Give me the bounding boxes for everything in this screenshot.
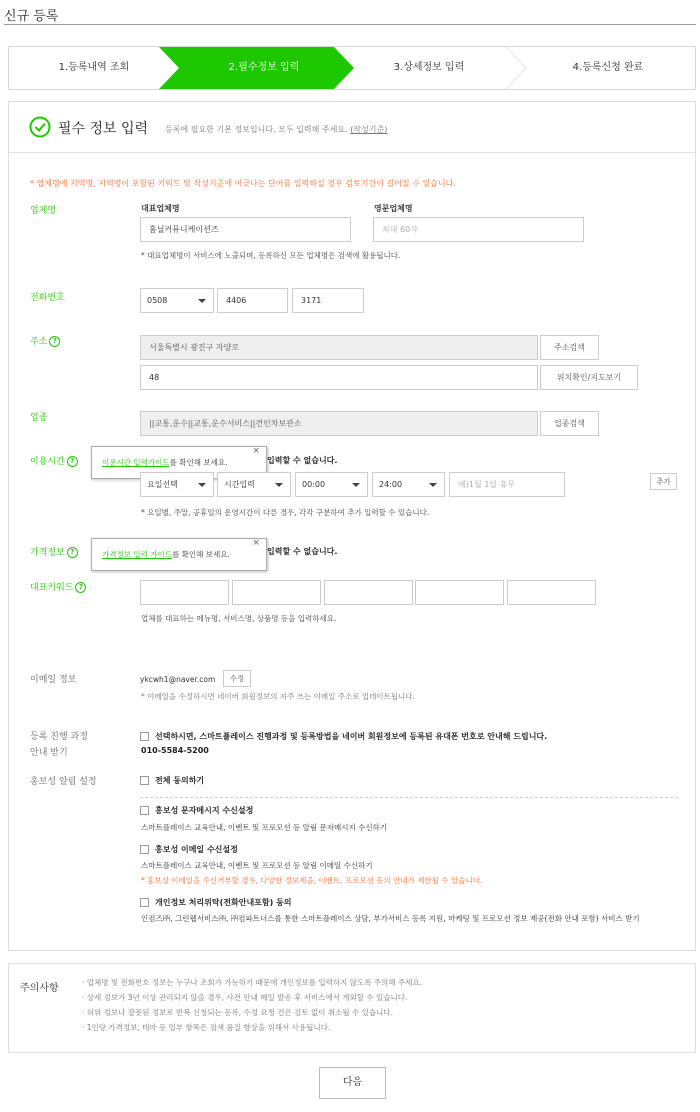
hours-info-text: 입력할 수 없습니다. <box>267 456 338 465</box>
caution-list <box>82 977 672 1037</box>
business-name-note: * 대표업체명이 서비스에 노출되며, 등록하신 모든 업체명은 검색에 활용됩니다. <box>141 251 401 260</box>
business-name-label: 업체명 <box>30 206 57 216</box>
help-icon[interactable]: ? <box>67 456 78 467</box>
address-road-input: 서울특별시 광진구 자양로 <box>140 335 538 360</box>
keyword-input-5[interactable] <box>507 580 596 605</box>
close-icon[interactable]: × <box>252 446 260 456</box>
check-circle-icon <box>29 116 51 138</box>
add-hours-button[interactable]: 추가 <box>650 473 677 490</box>
next-button[interactable]: 다음 <box>319 1067 386 1099</box>
rep-name-label: 대표업체명 <box>141 204 180 213</box>
email-edit-button[interactable]: 수정 <box>223 670 251 687</box>
keyword-input-3[interactable] <box>324 580 413 605</box>
promo-email-title: 홍보성 이메일 수신설정 <box>155 845 238 854</box>
keywords-label: 대표키워드 ? <box>30 580 86 593</box>
caution-title: 주의사항 <box>20 983 59 994</box>
price-tooltip: 가격정보 입력 가이드를 확인해 보세요. × <box>91 538 267 571</box>
price-info-text: 입력할 수 없습니다. <box>267 547 338 556</box>
address-search-button[interactable]: 주소검색 <box>540 335 599 360</box>
phone-middle-input[interactable]: 4406 <box>217 288 288 313</box>
step-3: 3.상세정보 입력 <box>393 62 465 73</box>
holiday-input[interactable]: 예)1월 1일 휴무 <box>449 472 565 497</box>
step-4: 4.등록신청 완료 <box>572 62 644 73</box>
phone-prefix-select[interactable]: 0508 <box>140 288 214 313</box>
end-time-select[interactable]: 24:00 <box>372 472 445 497</box>
progress-text: 선택하시면, 스마트플레이스 진행과정 및 등록방법을 네이버 회원정보에 등록된 유대폰 번호로 안내해 드립니다. <box>155 732 548 741</box>
email-label: 이메일 정보 <box>30 675 77 685</box>
chevron-down-icon <box>429 483 437 487</box>
help-icon[interactable]: ? <box>49 336 60 347</box>
hours-note: * 요일별, 주말, 공휴일의 운영시간이 다른 경우, 각각 구분하여 추가 입력할 수 있습니다. <box>141 508 430 517</box>
address-detail-input[interactable]: 48 <box>140 365 538 390</box>
progress-phone: 010-5584-5200 <box>141 746 209 755</box>
step-2-active: 2.필수정보 입력 <box>228 62 300 73</box>
caution-item: · 1인당 가격정보, 테마 등 일부 항목은 검색 품질 향상을 위해서 사용됩니다. <box>82 1023 331 1032</box>
category-label: 업종 <box>30 413 48 423</box>
promo-email-warning: * 홍보성 이메일을 수신거부할 경우, 다양한 정보제공, 이벤트, 프로모션 등의 안내가 제한될 수 있습니다. <box>141 876 483 885</box>
chevron-down-icon <box>198 299 206 303</box>
privacy-title: 개인정보 처리위탁(전화안내포함) 동의 <box>155 898 292 907</box>
address-label: 주소 ? <box>30 334 60 347</box>
promo-sms-title: 홍보성 문자메시지 수신설정 <box>155 806 254 815</box>
help-icon[interactable]: ? <box>75 582 86 593</box>
rep-name-input[interactable]: 홈닐커뮤니케이션즈 <box>140 217 351 242</box>
chevron-down-icon <box>275 483 283 487</box>
time-type-select[interactable]: 시간입력 <box>217 472 291 497</box>
progress-label-1: 등록 진행 과정 <box>30 732 88 742</box>
hours-label: 이용시간 ? <box>30 454 78 467</box>
phone-label: 전화번호 <box>30 293 65 303</box>
progress-label-2: 안내 받기 <box>30 748 68 758</box>
keyword-input-4[interactable] <box>415 580 504 605</box>
promo-sms-desc: 스마트플레이스 교육안내, 이벤트 및 프로모션 등 알림 문자메시지 수신하기 <box>141 823 388 832</box>
close-icon[interactable]: × <box>252 538 260 548</box>
promo-divider <box>140 797 678 798</box>
section-description: 등록에 필요한 기본 정보입니다. 모두 입력해 주세요. (작성기준) <box>165 125 388 134</box>
promo-all-checkbox[interactable] <box>140 776 149 785</box>
promo-label: 홍보성 알림 설정 <box>30 777 97 787</box>
keywords-note: 업체를 대표하는 메뉴명, 서비스명, 상품명 등을 입력하세요. <box>141 614 337 623</box>
price-guide-link[interactable]: 가격정보 입력 가이드 <box>102 550 172 559</box>
caution-item: · 허위 정보나 잘못된 정보로 반복 신청되는 등록, 수정 요청 건은 검토 없이 취소될 수 있습니다. <box>82 1008 393 1017</box>
eng-name-label: 영문업체명 <box>374 204 413 213</box>
keyword-input-1[interactable] <box>140 580 229 605</box>
step-1: 1.등록내역 조회 <box>58 62 130 73</box>
caution-item: · 업체명 및 전화번호 정보는 누구나 조회가 가능하기 때문에 개인정보를 입력하지 않도록 주의해 주세요. <box>82 978 423 987</box>
price-label: 가격정보 ? <box>30 545 78 558</box>
email-value: ykcwh1@naver.com <box>140 675 216 684</box>
start-time-select[interactable]: 00:00 <box>295 472 368 497</box>
day-select[interactable]: 요일선택 <box>140 472 214 497</box>
business-name-warning: * 업체명에 지역명, 지역명이 포함된 키워드 및 작성기준에 어긋나는 단어를 입력하실 경우 검토기간이 길어질 수 있습니다. <box>30 179 456 188</box>
chevron-down-icon <box>198 483 206 487</box>
hours-guide-link[interactable]: 이용시간 입력가이드 <box>102 458 170 467</box>
map-view-button[interactable]: 위치확인/지도보기 <box>540 365 638 390</box>
phone-last-input[interactable]: 3171 <box>292 288 364 313</box>
caution-item: · 상세 정보가 3년 이상 관리되지 않을 경우, 사전 안내 메일 발송 후 서비스에서 게외할 수 있습니다. <box>82 993 408 1002</box>
privacy-checkbox[interactable] <box>140 898 149 907</box>
help-icon[interactable]: ? <box>67 547 78 558</box>
eng-name-input[interactable]: 최대 60자 <box>373 217 584 242</box>
promo-email-desc: 스마트플레이스 교육안내, 이벤트 및 프로모션 등 알림 이메일 수신하기 <box>141 861 373 870</box>
step-indicator <box>8 46 696 90</box>
promo-all-label: 전체 동의하기 <box>155 776 205 785</box>
promo-sms-checkbox[interactable] <box>140 806 149 815</box>
chevron-down-icon <box>352 483 360 487</box>
title-divider <box>4 24 696 25</box>
section-title: 필수 정보 입력 <box>58 121 149 137</box>
criteria-link[interactable]: (작성기준) <box>350 125 388 134</box>
progress-checkbox[interactable] <box>140 732 149 741</box>
keyword-input-2[interactable] <box>232 580 321 605</box>
category-search-button[interactable]: 업종검색 <box>540 411 599 436</box>
email-note: * 이메일을 수정하시면 네이버 회원정보의 자주 쓰는 이메일 주소로 업데이트됩니다. <box>141 692 415 701</box>
category-input: ||교통,운수||교통,운수서비스||견인차보관소 <box>140 411 538 436</box>
hours-tooltip: 이용시간 입력가이드를 확인해 보세요. × <box>91 446 267 479</box>
privacy-desc: 인컴즈㈜, 그린웹서비스㈜, ㈜컴파트너스를 통한 스마트플레이스 상담, 부가서비스 등록 지원, 마케팅 및 프로모션 정보 제공(전화 안내 포함) 서비스 받기 <box>141 914 640 923</box>
promo-email-checkbox[interactable] <box>140 845 149 854</box>
page-title: 신규 등록 <box>4 9 59 24</box>
